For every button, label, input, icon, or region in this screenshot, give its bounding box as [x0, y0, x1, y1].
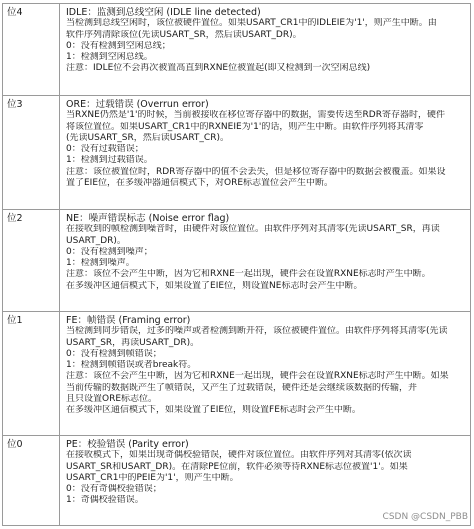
- bit-label: 位2: [7, 213, 23, 224]
- field-title: PE：校验错误 (Parity error): [66, 439, 189, 450]
- table-row-bit3: [3, 96, 470, 210]
- description-line: 在多缓冲区通信模式下，如果设置了EIE位，则设置NE标志时会产生中断。: [66, 280, 363, 291]
- description-line: 当RXNE仍然是'1'的时候，当前被接收在移位寄存器中的数据，需要传送至RDR寄存器时，硬件: [66, 110, 445, 121]
- bit-cell: [3, 436, 60, 525]
- description-line: 1：奇偶校验错误。: [66, 495, 144, 506]
- register-bit-table: [2, 3, 471, 526]
- bit-label: 位4: [7, 7, 23, 18]
- description-line: 且只设置ORE标志位。: [66, 394, 158, 405]
- description-line: 注意：IDLE位不会再次被置高直到RXNE位被置起(即又检测到一次空闲总线): [66, 63, 371, 74]
- bit-description: [66, 213, 466, 292]
- description-line: 当检测到同步错误，过多的噪声或者检测到断开符，该位被硬件置位。由软件序列将其清零(先读: [66, 326, 448, 337]
- description-line: 注意：该位不会产生中断，因为它和RXNE一起出现，硬件会在设置RXNE标志时产生中断。如果: [66, 371, 449, 382]
- description-line: 0：没有过载错误；: [66, 144, 144, 155]
- table-row-bit4: [3, 4, 470, 96]
- table-row-bit2: [3, 210, 470, 312]
- description-line: 注意：该位被置位时，RDR寄存器中的值不会丢失，但是移位寄存器中的数据会被覆盖。如果设: [66, 166, 446, 177]
- description-line: 0：没有检测到空闲总线；: [66, 40, 171, 51]
- description-line: 在多缓冲区通信模式下，如果设置了EIE位，则设置FE标志时会产生中断。: [66, 405, 361, 416]
- description-line: (先读USART_SR，然后读USART_CR)。: [66, 132, 229, 143]
- description-line: 0：没有检测到帧错误；: [66, 348, 162, 359]
- field-title: ORE：过载错误 (Overrun error): [66, 99, 209, 110]
- field-title: FE：帧错误 (Framing error): [66, 315, 191, 326]
- description-line: 当前传输的数据既产生了帧错误，又产生了过载错误，硬件还是会继续该数据的传输，并: [66, 382, 418, 393]
- description-line: 0：没有检测到噪声；: [66, 246, 153, 257]
- description-line: USART_CR1中的PEIE为'1'，则产生中断。: [66, 472, 239, 483]
- bit-cell: [3, 312, 60, 435]
- bit-cell: [3, 96, 60, 209]
- description-line: 将该位置位。如果USART_CR1中的RXNEIE为'1'的话，则产生中断。由软件序列将其清零: [66, 121, 424, 132]
- bit-label: 位1: [7, 315, 23, 326]
- description-line: 置了EIE位，在多缓冲器通信模式下，对ORE标志置位会产生中断。: [66, 178, 334, 189]
- bit-cell: [3, 4, 60, 95]
- bit-description: [66, 439, 466, 507]
- description-line: USART_DR)。: [66, 235, 126, 246]
- table-row-bit1: [3, 312, 470, 436]
- bit-description: [66, 315, 466, 417]
- watermark: CSDN @CSDN_PBB: [382, 512, 468, 522]
- description-line: 软件序列清除该位(先读USART_SR，然后读USART_DR)。: [66, 29, 302, 40]
- description-line: 1：检测到空闲总线。: [66, 52, 153, 63]
- description-line: USART_SR，再读USART_DR)。: [66, 337, 200, 348]
- bit-description: [66, 99, 466, 189]
- bit-cell: [3, 210, 60, 311]
- description-line: 1：检测到噪声。: [66, 258, 135, 269]
- description-line: 0：没有奇偶校验错误；: [66, 484, 162, 495]
- description-line: 在接收模式下，如果出现奇偶校验错误，硬件对该位置位。由软件序列对其清零(依次读: [66, 450, 412, 461]
- description-line: 当检测到总线空闲时，该位被硬件置位。如果USART_CR1中的IDLEIE为'1'，则产生中断。由: [66, 18, 437, 29]
- field-title: NE：噪声错误标志 (Noise error flag): [66, 213, 230, 224]
- bit-description: [66, 7, 466, 75]
- bit-label: 位3: [7, 99, 23, 110]
- description-line: 注意：该位不会产生中断，因为它和RXNE一起出现，硬件会在设置RXNE标志时产生中断。: [66, 269, 431, 280]
- field-title: IDLE：监测到总线空闲 (IDLE line detected): [66, 7, 261, 18]
- description-line: USART_SR和USART_DR)。在清除PE位前，软件必须等待RXNE标志位被置'1'。如果: [66, 461, 408, 472]
- bit-label: 位0: [7, 439, 23, 450]
- description-line: 1：检测到过载错误。: [66, 155, 153, 166]
- description-line: 1：检测到帧错误或者break符。: [66, 360, 197, 371]
- description-line: 在接收到的帧检测到噪音时，由硬件对该位置位。由软件序列对其清零(先读USART_SR，再读: [66, 224, 440, 235]
